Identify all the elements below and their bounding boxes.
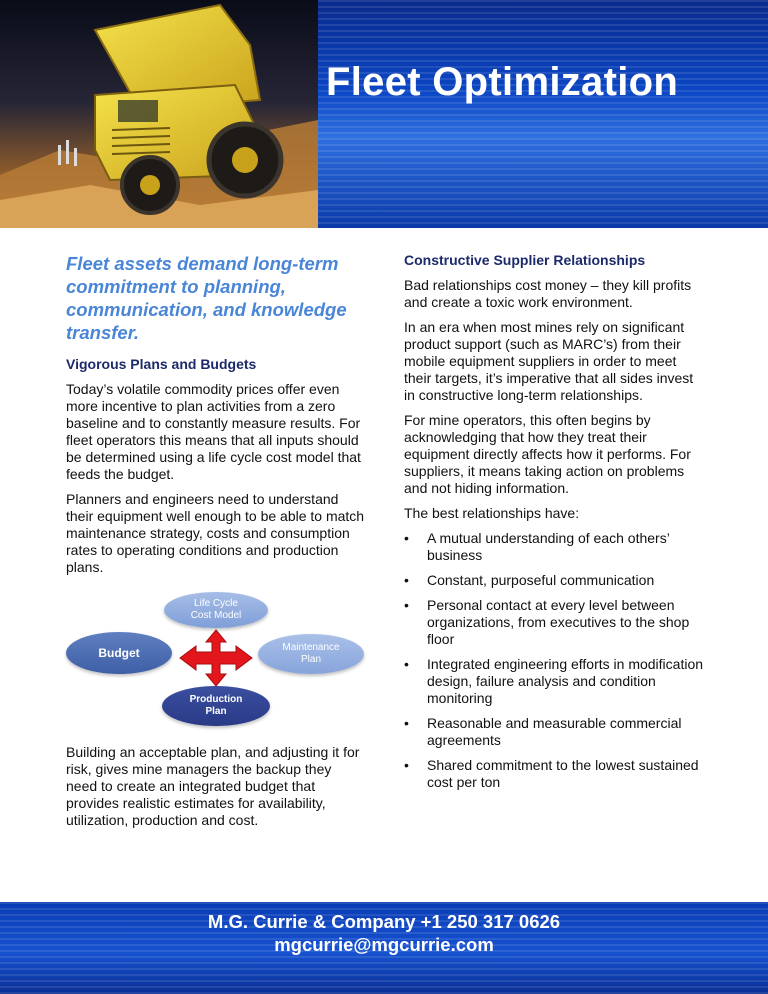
list-item-text: A mutual understanding of each others’ business: [427, 530, 670, 563]
four-way-arrow-icon: [178, 628, 254, 688]
diagram-label: Production: [189, 694, 243, 705]
list-item: [404, 597, 704, 648]
list-item: [404, 715, 704, 749]
list-item-text: Personal contact at every level between organizations, from executives to the shop floor: [427, 597, 690, 647]
list-item: [404, 530, 704, 564]
intro-statement: Fleet assets demand long-term commitment to planning, communication, and knowledge transfer.: [66, 253, 347, 343]
diagram-node-maintenance-plan: [258, 634, 364, 674]
diagram-label: Budget: [98, 646, 140, 660]
paragraph: Planners and engineers need to understand their equipment well enough to be able to match maintenance strategy, costs and consumption rates to operating conditions and production plans.: [66, 491, 365, 575]
footer-email: mgcurrie@mgcurrie.com: [274, 934, 494, 955]
bullet-icon: •: [404, 530, 409, 546]
haul-truck-illustration: [0, 0, 318, 228]
page-title: Fleet Optimization: [326, 60, 679, 104]
list-item: [404, 656, 704, 707]
planning-diagram: [66, 592, 366, 732]
header-banner: [0, 0, 768, 228]
paragraph: The best relationships have:: [404, 505, 580, 521]
haul-truck-photo: [0, 0, 318, 228]
title-banner: [318, 0, 768, 228]
paragraph: Today’s volatile commodity prices offer even more incentive to plan activities from a zero baseline and to constantly measure results. For fleet operators this means that all inputs should be determined using a life cycle cost model that feeds the budget.: [66, 381, 361, 482]
list-item-text: Integrated engineering efforts in modification design, failure analysis and condition monitoring: [427, 656, 704, 706]
bullet-icon: •: [404, 656, 409, 672]
right-column: [404, 252, 704, 799]
bullet-icon: •: [404, 572, 409, 588]
footer-banner: [0, 902, 768, 994]
section-heading-plans: Vigorous Plans and Budgets: [66, 356, 257, 372]
list-item: [404, 757, 704, 791]
diagram-label: Plan: [300, 654, 321, 665]
relationship-list: [404, 530, 704, 791]
diagram-node-life-cycle-cost-model: [164, 592, 268, 628]
list-item-text: Constant, purposeful communication: [427, 572, 655, 588]
list-item-text: Shared commitment to the lowest sustained cost per ton: [427, 757, 699, 790]
diagram-label: Life Cycle: [194, 598, 238, 609]
list-item-text: Reasonable and measurable commercial agreements: [427, 715, 682, 748]
diagram-node-budget: [66, 632, 172, 674]
footer-company-phone: M.G. Currie & Company +1 250 317 0626: [207, 911, 561, 932]
left-column: [66, 252, 366, 837]
bullet-icon: •: [404, 597, 409, 613]
paragraph: In an era when most mines rely on significant product support (such as MARC’s) from their mobile equipment suppliers in order to meet their targets, it’s imperative that all sides invest in constructive long-term relationships.: [404, 319, 694, 403]
diagram-label: Cost Model: [190, 610, 242, 621]
paragraph: Bad relationships cost money – they kill profits and create a toxic work environment.: [404, 277, 692, 310]
diagram-node-production-plan: [162, 686, 270, 726]
paragraph: For mine operators, this often begins by acknowledging that how they treat their equipment directly affects how it performs. For suppliers, it means taking action on problems and not hiding information.: [404, 412, 691, 496]
bullet-icon: •: [404, 715, 409, 731]
diagram-label: Maintenance: [282, 642, 340, 653]
list-item: [404, 572, 704, 589]
diagram-label: Plan: [205, 706, 227, 717]
bullet-icon: •: [404, 757, 409, 773]
closing-paragraph: Building an acceptable plan, and adjusting it for risk, gives mine managers the backup they need to create an integrated budget that provides realistic estimates for availability, utilization, production and cost.: [66, 744, 360, 828]
section-heading-supplier-relationships: Constructive Supplier Relationships: [404, 252, 646, 268]
